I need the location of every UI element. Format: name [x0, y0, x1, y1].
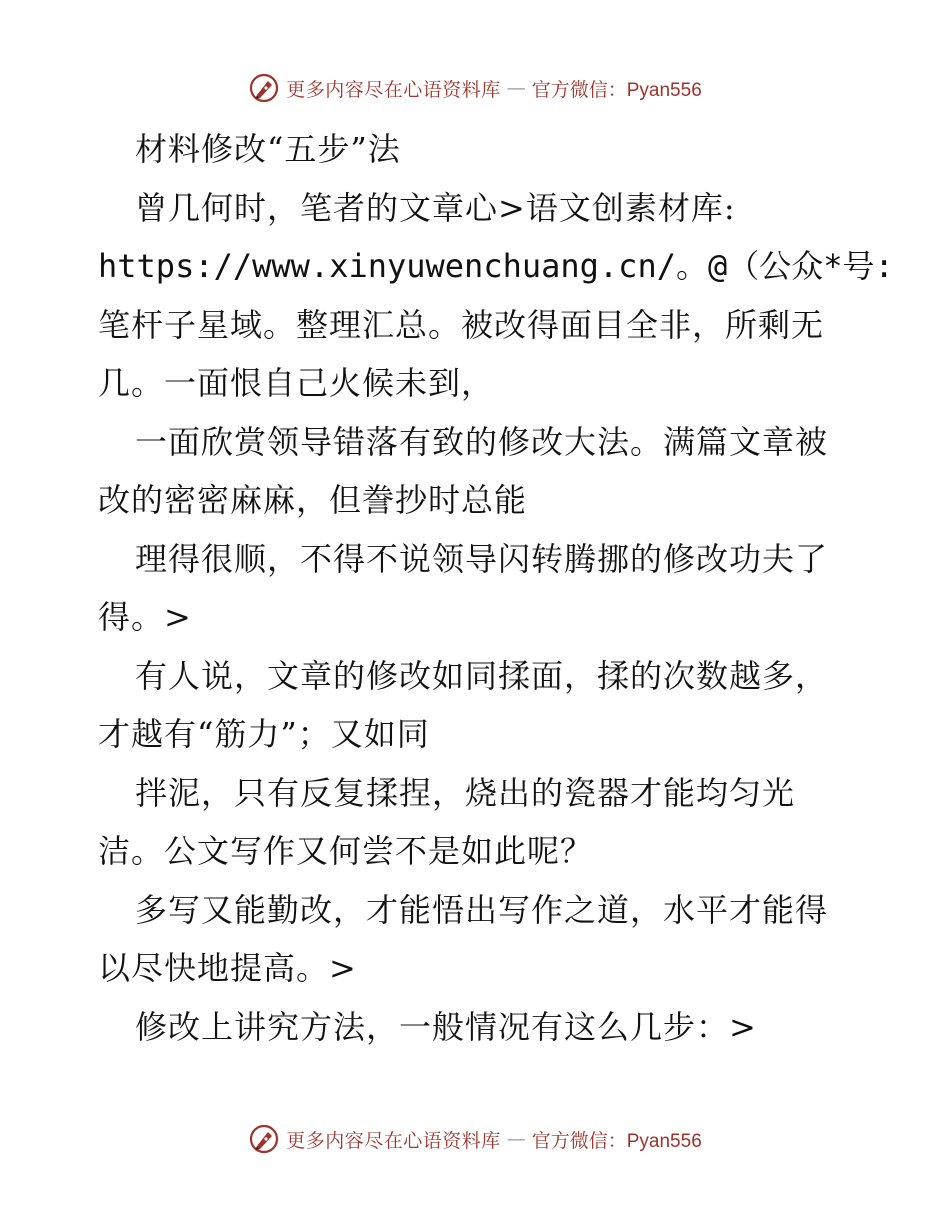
paragraph-line: 曾几何时，笔者的文章心>语文创素材库: [135, 188, 736, 227]
paragraph-line: 洁。公文写作又何尝不是如此呢？ [98, 832, 594, 870]
paragraph-line: 笔杆子星域。整理汇总。被改得面目全非，所剩无 [98, 305, 825, 344]
paragraph-line: 才越有“筋力”；又如同 [98, 715, 430, 753]
footer-banner-contact: 官方微信：Pyan556 [531, 1130, 702, 1152]
paragraph-line: 有人说，文章的修改如同揉面，揉的次数越多， [135, 656, 829, 695]
paragraph-line: 几。一面恨自己火候未到， [98, 364, 495, 402]
page-header [0, 72, 950, 104]
document-body [98, 120, 894, 1056]
header-banner-contact: 官方微信：Pyan556 [531, 79, 702, 101]
header-banner-separator: — [506, 77, 526, 99]
document-title: 材料修改“五步”法 [135, 130, 401, 168]
paragraph-line: 得。> [98, 598, 192, 636]
paragraph-line: 改的密密麻麻，但誊抄时总能 [98, 481, 528, 519]
footer-banner-title: 更多内容尽在心语资料库 [286, 1129, 501, 1152]
paragraph-line: 一面欣赏领导错落有致的修改大法。满篇文章被 [135, 422, 829, 461]
pen-nib-logo-icon [248, 1123, 280, 1155]
paragraph-line: 理得很顺，不得不说领导闪转腾挪的修改功夫了 [135, 539, 829, 578]
header-banner-title: 更多内容尽在心语资料库 [286, 78, 501, 101]
paragraph-line: 多写又能勤改，才能悟出写作之道，水平才能得 [135, 890, 829, 929]
footer-banner-separator: — [506, 1128, 526, 1150]
pen-nib-logo-icon [248, 72, 280, 104]
paragraph-line: 以尽快地提高。> [98, 949, 357, 987]
paragraph-line-url: https://www.xinyuwenchuang.cn/。@（公众*号: [98, 247, 894, 285]
footer-banner [248, 1123, 702, 1155]
paragraph-line: 拌泥，只有反复揉捏，烧出的瓷器才能均匀光 [135, 773, 796, 812]
header-banner [248, 72, 702, 104]
page-footer [0, 1123, 950, 1155]
paragraph-line: 修改上讲究方法，一般情况有这么几步：> [135, 1007, 757, 1046]
